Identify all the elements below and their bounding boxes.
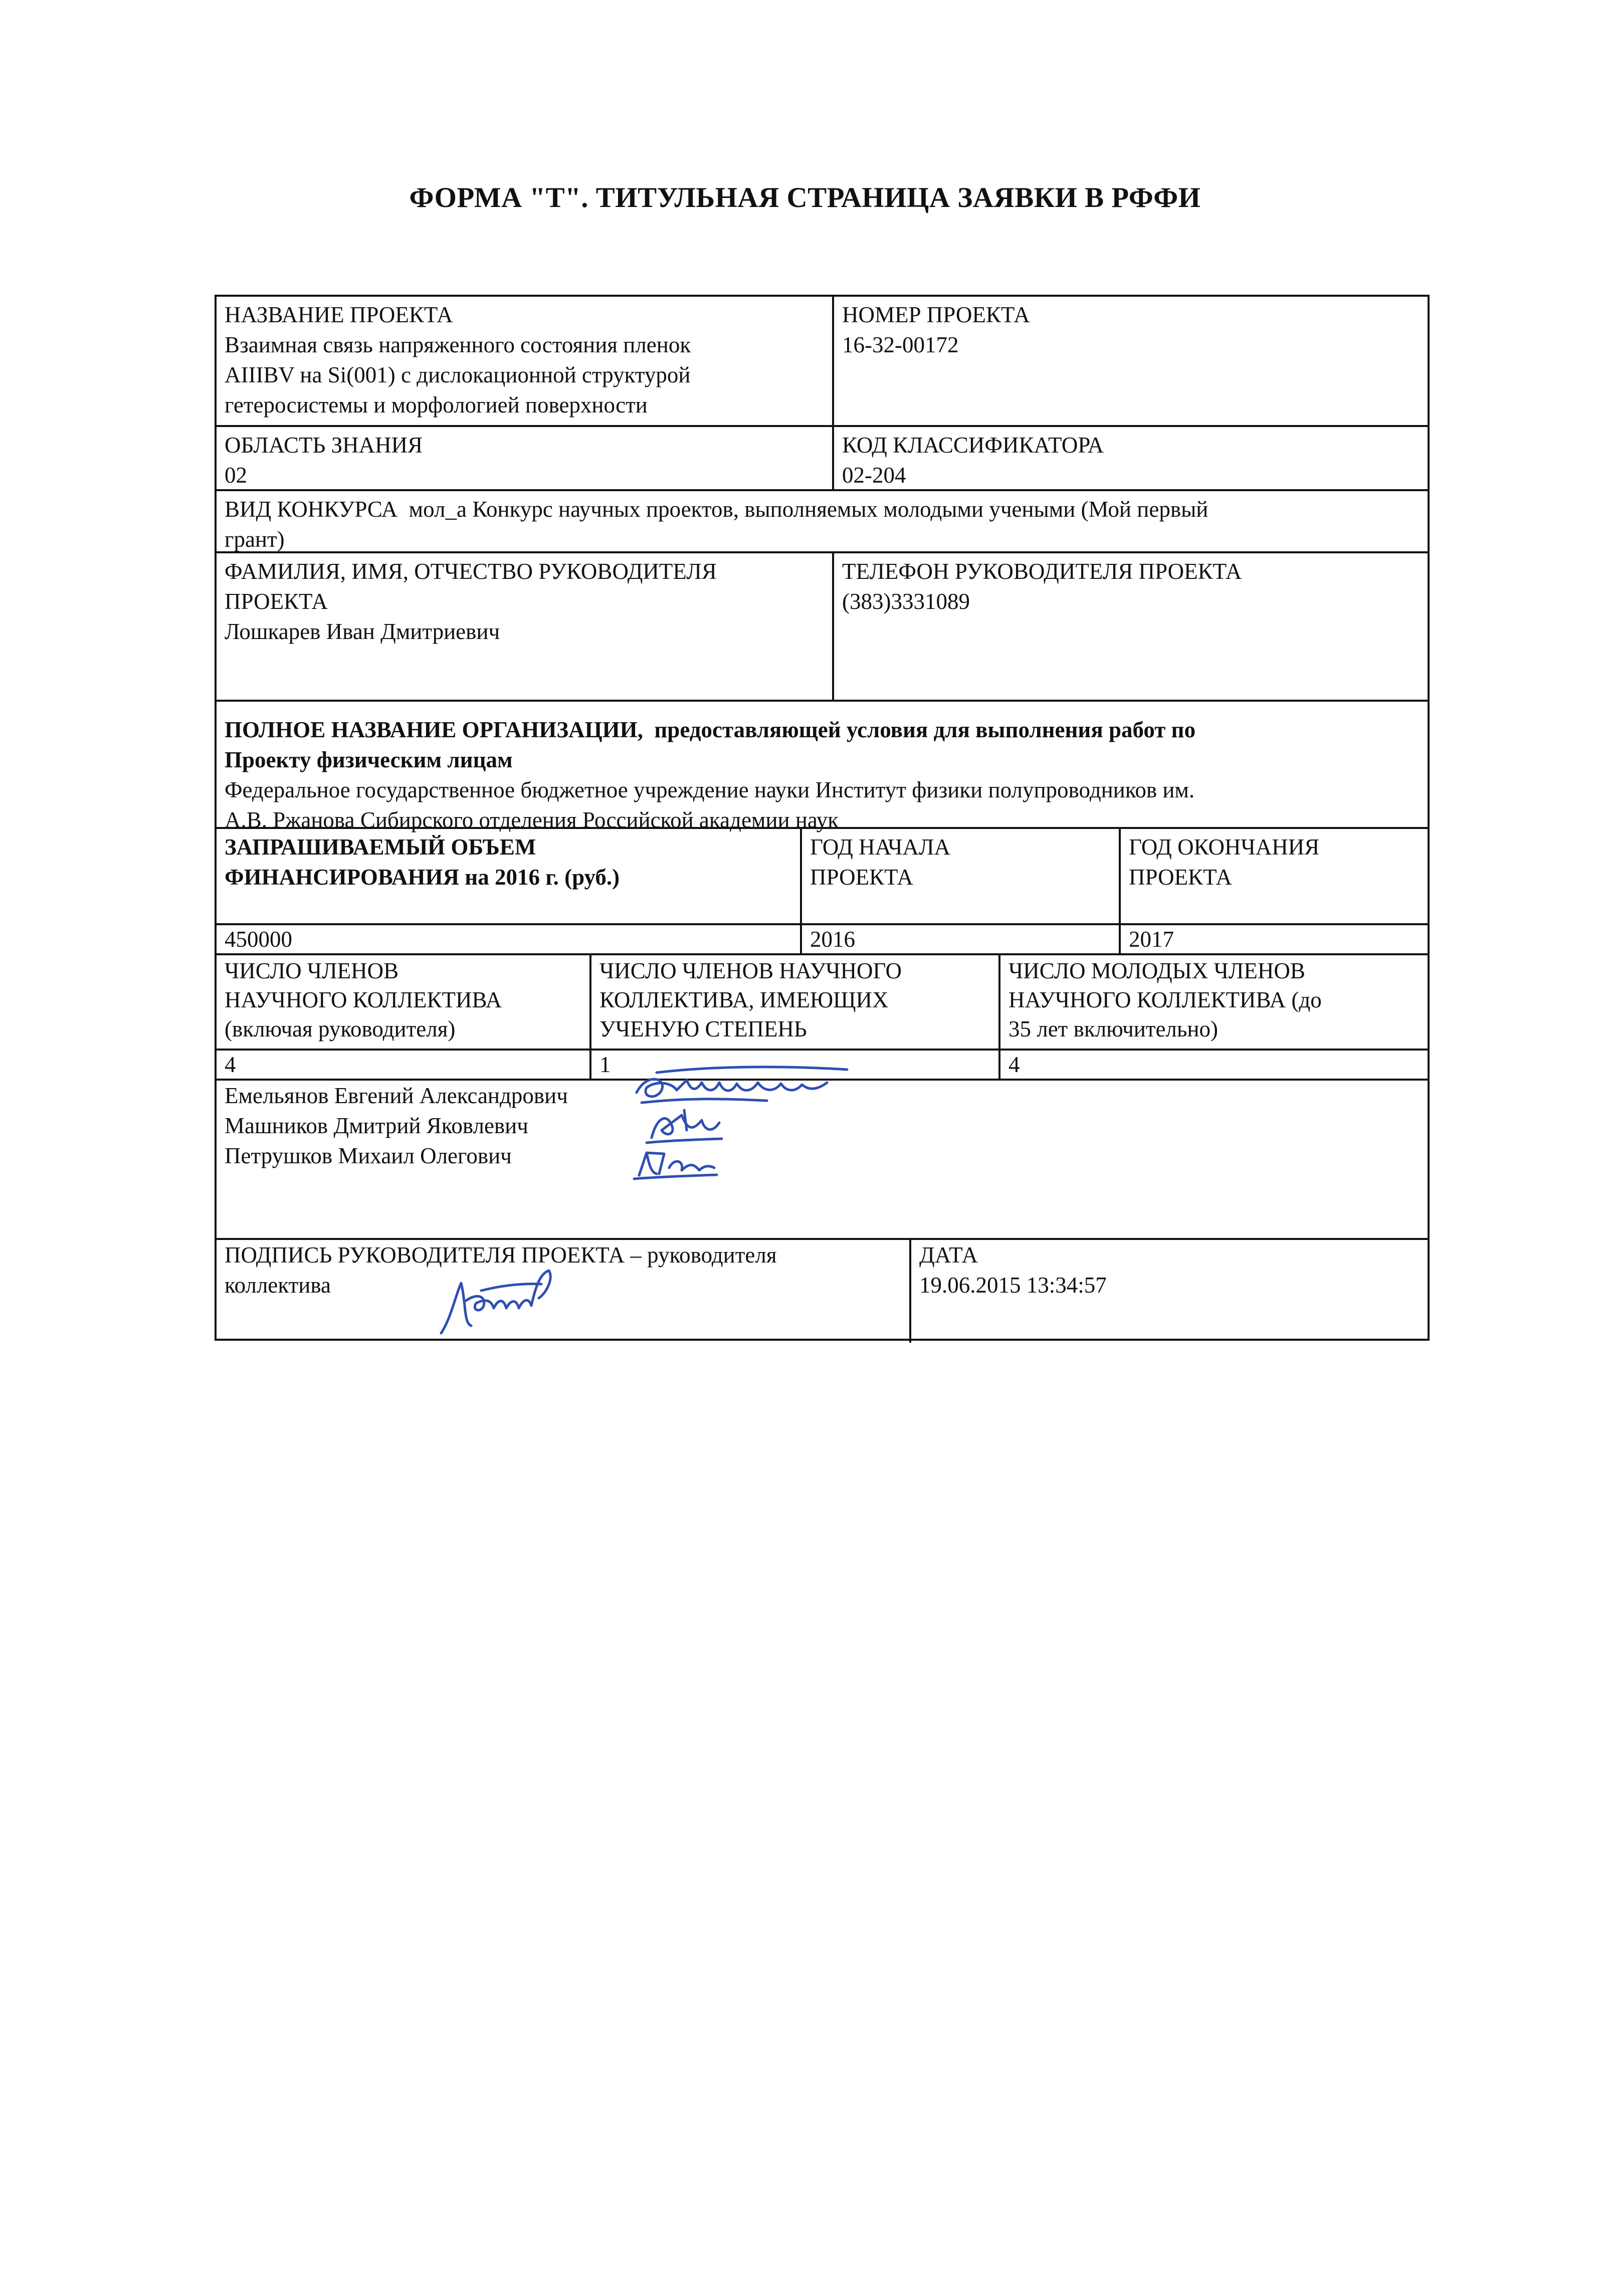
team-degree-value: 1 [599,1052,611,1077]
leader-name: Лошкарев Иван Дмитриевич [225,619,500,644]
competition-cell [217,491,1428,551]
competition-value: мол_а Конкурс научных проектов, выполняемых молодыми учеными (Мой первый [409,497,1209,522]
organization-name-line: Федеральное государственное бюджетное учреждение науки Институт физики полупроводников им. [225,777,1195,802]
team-degree-value-cell [591,1051,998,1079]
organization-label-bold: ПОЛНОЕ НАЗВАНИЕ ОРГАНИЗАЦИИ, [225,717,643,742]
competition-label: ВИД КОНКУРСА [225,497,398,522]
team-size-label: ЧИСЛО ЧЛЕНОВ [225,958,399,983]
team-size-label-note: (включая руководителя) [225,1016,456,1041]
leader-phone-label: ТЕЛЕФОН РУКОВОДИТЕЛЯ ПРОЕКТА [842,559,1242,584]
funding-value: 450000 [225,927,292,952]
start-year-label: ГОД НАЧАЛА [810,834,951,860]
organization-name-line: А.В. Ржанова Сибирского отделения Российской академии наук [225,807,839,832]
organization-label [225,715,1420,745]
leader-signature-label-continued: коллектива [225,1273,331,1298]
date-value: 19.06.2015 13:34:57 [919,1273,1107,1298]
organization-cell [217,702,1428,832]
leader-cell [217,553,832,700]
team-young-label-continued: НАУЧНОГО КОЛЛЕКТИВА (до [1009,987,1322,1012]
end-year-value: 2017 [1129,927,1174,952]
organization-label-continued: Проекту физическим лицам [225,747,513,772]
project-number-cell [834,297,1428,425]
team-member: Емельянов Евгений Александрович [225,1083,568,1108]
start-year-label-cell [802,829,1119,923]
start-year-label-continued: ПРОЕКТА [810,865,913,890]
team-size-label-continued: НАУЧНОГО КОЛЛЕКТИВА [225,987,502,1012]
end-year-label-cell [1121,829,1428,923]
organization-label-rest: предоставляющей условия для выполнения работ по [654,717,1196,742]
start-year-value: 2016 [810,927,855,952]
classifier-code-cell [834,427,1428,489]
team-young-label-cell [1000,955,1428,1049]
project-name-label: НАЗВАНИЕ ПРОЕКТА [225,302,453,327]
date-cell [911,1240,1428,1343]
knowledge-area-cell [217,427,832,489]
team-degree-label-continued: КОЛЛЕКТИВА, ИМЕЮЩИХ [599,987,889,1012]
project-name-line: гетеросистемы и морфологией поверхности [225,392,648,418]
classifier-code-label: КОД КЛАССИФИКАТОРА [842,433,1104,458]
team-young-value: 4 [1009,1052,1020,1077]
project-name-line: AIIIBV на Si(001) с дислокационной структурой [225,362,691,387]
leader-phone-value: (383)3331089 [842,589,970,614]
leader-phone-cell [834,553,1428,700]
project-name-line: Взаимная связь напряженного состояния пленок [225,332,691,357]
leader-label-continued: ПРОЕКТА [225,589,328,614]
team-young-label: ЧИСЛО МОЛОДЫХ ЧЛЕНОВ [1009,958,1305,983]
end-year-label-continued: ПРОЕКТА [1129,865,1232,890]
page-title: ФОРМА "Т". ТИТУЛЬНАЯ СТРАНИЦА ЗАЯВКИ В РФФИ [409,182,1201,214]
team-young-value-cell [1000,1051,1428,1079]
funding-label-cell [217,829,800,923]
competition-value-continued: грант) [225,527,285,552]
team-young-label-note: 35 лет включительно) [1009,1016,1218,1041]
classifier-code-value: 02-204 [842,463,906,488]
project-number-label: НОМЕР ПРОЕКТА [842,302,1030,327]
date-label: ДАТА [919,1242,978,1268]
start-year-value-cell [802,925,1119,953]
knowledge-area-label: ОБЛАСТЬ ЗНАНИЯ [225,433,423,458]
project-number-value: 16-32-00172 [842,332,959,357]
team-size-value: 4 [225,1052,236,1077]
competition-line [225,494,1420,524]
team-member: Петрушков Михаил Олегович [225,1143,512,1168]
funding-label: ЗАПРАШИВАЕМЫЙ ОБЪЕМ [225,834,536,860]
end-year-label: ГОД ОКОНЧАНИЯ [1129,834,1320,860]
leader-signature-label: ПОДПИСЬ РУКОВОДИТЕЛЯ ПРОЕКТА – руководителя [225,1242,777,1268]
team-degree-label: ЧИСЛО ЧЛЕНОВ НАУЧНОГО [599,958,902,983]
end-year-value-cell [1121,925,1428,953]
project-name-cell [217,297,832,425]
leader-label: ФАМИЛИЯ, ИМЯ, ОТЧЕСТВО РУКОВОДИТЕЛЯ [225,559,717,584]
team-degree-label-note: УЧЕНУЮ СТЕПЕНЬ [599,1016,807,1041]
knowledge-area-value: 02 [225,463,247,488]
application-form-table [215,295,1430,1341]
leader-signature-cell [217,1240,909,1343]
team-size-value-cell [217,1051,589,1079]
team-size-label-cell [217,955,589,1049]
team-members-cell [217,1081,1428,1238]
team-degree-label-cell [591,955,998,1049]
funding-label-continued: ФИНАНСИРОВАНИЯ на 2016 г. (руб.) [225,865,620,890]
funding-value-cell [217,925,800,953]
team-member: Машников Дмитрий Яковлевич [225,1113,528,1138]
